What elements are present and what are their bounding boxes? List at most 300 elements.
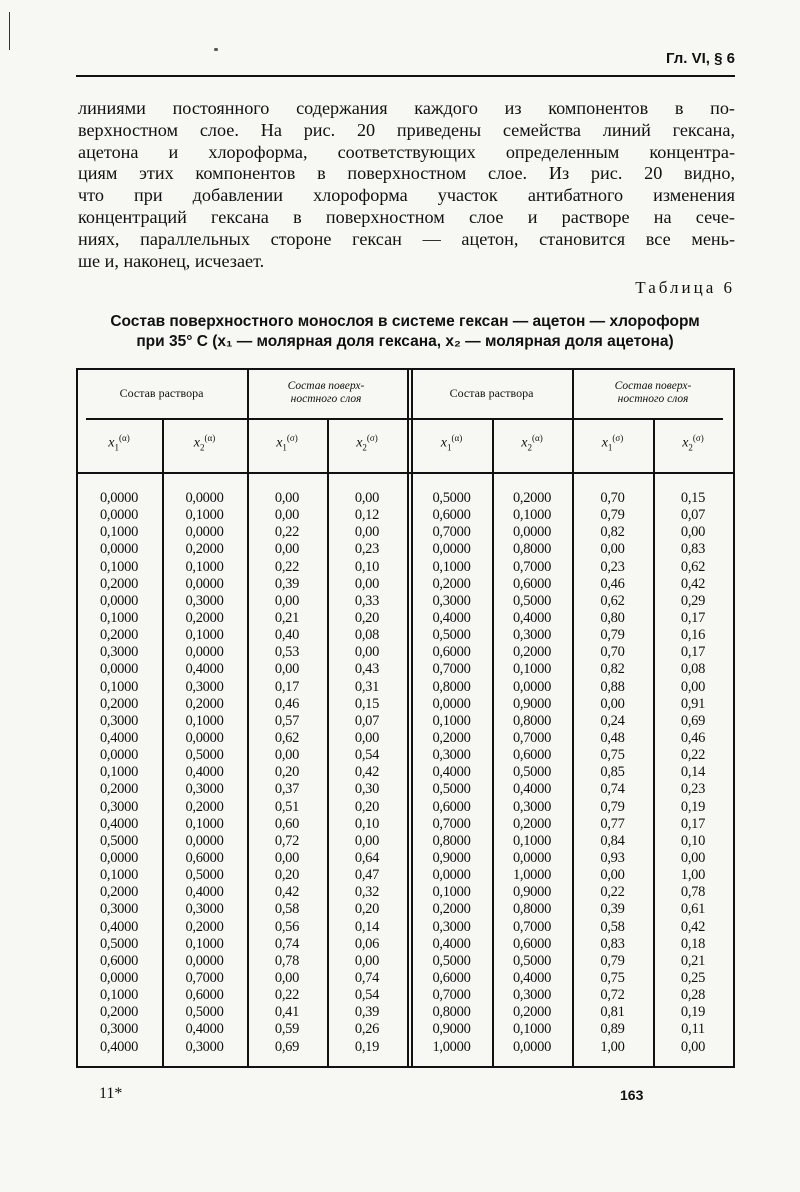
table-cell: 0,40 [274, 627, 300, 644]
table-cell: 0,3000 [99, 644, 139, 661]
table-cell: 0,8000 [432, 678, 471, 695]
table-cell: 0,46 [600, 575, 625, 592]
group-header-solution: Состав раствора [449, 386, 534, 400]
table-cell: 0,31 [354, 678, 380, 695]
column-header: $x_2^{(\sigma)}$ [682, 433, 704, 453]
table-cell: 0,74 [354, 969, 380, 986]
table-cell: 0,20 [274, 867, 300, 884]
table-cell: 0,20 [274, 764, 300, 781]
table-cell: 0,3000 [185, 592, 224, 609]
table-cell: 0,8000 [432, 1004, 471, 1021]
table-cell: 0,23 [600, 558, 625, 575]
table-cell: 0,1000 [99, 609, 139, 626]
table-cell: 0,8000 [432, 832, 471, 849]
table-cell: 0,53 [274, 644, 300, 661]
table-cell: 0,10 [354, 815, 380, 832]
table-cell: 0,80 [600, 609, 625, 626]
table-cell: 0,5000 [432, 627, 471, 644]
table-cell: 0,78 [274, 952, 300, 969]
table-cell: 0,00 [600, 867, 625, 884]
table-cell: 0,82 [600, 524, 625, 541]
table-cell: 0,4000 [512, 969, 552, 986]
table-cell: 0,83 [600, 935, 625, 952]
table-cell: 0,00 [354, 832, 380, 849]
table-cell: 0,15 [680, 490, 706, 506]
table-cell: 0,00 [354, 644, 380, 661]
table-cell: 0,6000 [99, 952, 139, 969]
table-cell: 0,69 [274, 1038, 300, 1055]
table-cell: 0,18 [680, 935, 706, 952]
table-cell: 0,2000 [99, 627, 139, 644]
table-cell: 0,1000 [432, 712, 471, 729]
table-cell: 0,0000 [432, 695, 471, 712]
table-cell: 0,58 [274, 901, 300, 918]
table-cell: 0,30 [354, 781, 380, 798]
table-cell: 0,1000 [185, 627, 224, 644]
table-cell: 0,46 [680, 729, 706, 746]
table-cell: 0,1000 [99, 678, 139, 695]
table-cell: 1,0000 [432, 1038, 471, 1055]
table-cell: 0,39 [354, 1004, 380, 1021]
column-header: $x_2^{(\alpha)}$ [193, 433, 216, 453]
table-cell: 0,4000 [99, 729, 139, 746]
table-cell: 0,85 [600, 764, 625, 781]
table-cell: 0,0000 [185, 575, 224, 592]
table-cell: 0,29 [680, 592, 706, 609]
table-cell: 0,81 [600, 1004, 625, 1021]
page-number: 163 [620, 1087, 644, 1103]
table-cell: 0,25 [680, 969, 706, 986]
table-cell: 0,64 [354, 849, 380, 866]
column-header: $x_2^{(\sigma)}$ [356, 433, 378, 453]
table-cell: 0,20 [354, 798, 380, 815]
table-cell: 0,33 [354, 592, 380, 609]
table-cell: 1,00 [600, 1038, 625, 1055]
group-header-surface-layer: Состав поверх-ностного слоя [614, 380, 692, 405]
table-cell: 0,7000 [432, 524, 471, 541]
table-cell: 0,1000 [512, 832, 552, 849]
table-cell: 0,08 [354, 627, 380, 644]
table-cell: 0,6000 [432, 644, 471, 661]
table-cell: 0,19 [680, 1004, 706, 1021]
table-cell: 0,6000 [512, 575, 552, 592]
table-cell: 0,60 [274, 815, 300, 832]
table-cell: 0,21 [680, 952, 706, 969]
table-caption-line-1: Состав поверхностного монослоя в системе гексан — ацетон — хлороформ [110, 313, 700, 330]
table-cell: 0,0000 [512, 849, 552, 866]
table-cell: 0,59 [274, 1021, 300, 1038]
table-cell: 0,22 [274, 558, 300, 575]
table-cell: 0,5000 [432, 781, 471, 798]
table-cell: 0,6000 [432, 507, 471, 524]
table-cell: 0,00 [600, 541, 625, 558]
table-cell: 0,6000 [185, 849, 224, 866]
table-cell: 0,00 [354, 490, 380, 506]
table-cell: 0,7000 [432, 987, 471, 1004]
table-cell: 0,5000 [432, 952, 471, 969]
table-cell: 0,3000 [432, 592, 471, 609]
table-cell: 0,69 [680, 712, 706, 729]
table-cell: 0,3000 [99, 901, 139, 918]
table-cell: 0,93 [600, 849, 625, 866]
table-cell: 0,16 [680, 627, 706, 644]
body-line: ниях, параллельных стороне гексан — ацетон, становится все мень- [78, 228, 735, 249]
table-cell: 0,00 [680, 524, 706, 541]
table-cell: 0,0000 [512, 524, 552, 541]
table-right-border [733, 368, 735, 1068]
table-cell: 0,0000 [99, 541, 139, 558]
table-cell: 0,4000 [185, 661, 224, 678]
table-cell: 0,75 [600, 969, 625, 986]
table-cell: 0,1000 [99, 867, 139, 884]
table-cell: 0,58 [600, 918, 625, 935]
table-cell: 0,2000 [185, 609, 224, 626]
table-cell: 0,88 [600, 678, 625, 695]
table-cell: 0,07 [354, 712, 380, 729]
table-cell: 0,2000 [99, 695, 139, 712]
table-cell: 0,89 [600, 1021, 625, 1038]
table-column [411, 490, 492, 1056]
table-cell: 0,3000 [185, 781, 224, 798]
table-cell: 0,14 [680, 764, 706, 781]
table-cell: 0,61 [680, 901, 706, 918]
table-cell: 0,1000 [432, 884, 471, 901]
table-cell: 0,3000 [99, 712, 139, 729]
table-cell: 0,82 [600, 661, 625, 678]
table-cell: 0,21 [274, 609, 300, 626]
table-cell: 0,56 [274, 918, 300, 935]
table-cell: 0,1000 [512, 1021, 552, 1038]
table-cell: 0,32 [354, 884, 380, 901]
table-cell: 0,4000 [512, 781, 552, 798]
table-cell: 0,3000 [99, 798, 139, 815]
table-cell: 0,1000 [185, 507, 224, 524]
table-cell: 0,00 [680, 678, 706, 695]
column-header: $x_1^{(\sigma)}$ [276, 433, 298, 453]
table-cell: 0,22 [274, 987, 300, 1004]
table-cell: 0,41 [274, 1004, 300, 1021]
table-cell: 0,5000 [185, 867, 224, 884]
signature-mark: 11* [99, 1085, 123, 1102]
table-cell: 0,42 [354, 764, 380, 781]
table-cell: 0,3000 [185, 678, 224, 695]
data-table [76, 368, 735, 1068]
table-cell: 0,2000 [512, 815, 552, 832]
table-cell: 0,78 [680, 884, 706, 901]
table-cell: 0,0000 [432, 867, 471, 884]
table-cell: 0,00 [274, 747, 300, 764]
table-cell: 0,00 [274, 969, 300, 986]
table-cell: 0,4000 [185, 764, 224, 781]
table-cell: 0,91 [680, 695, 706, 712]
table-cell: 0,7000 [432, 661, 471, 678]
table-cell: 0,9000 [512, 884, 552, 901]
table-cell: 0,00 [354, 575, 380, 592]
table-cell: 0,26 [354, 1021, 380, 1038]
table-cell: 0,00 [600, 695, 625, 712]
table-cell: 0,15 [354, 695, 380, 712]
table-cell: 0,6000 [185, 987, 224, 1004]
table-cell: 0,17 [680, 815, 706, 832]
table-cell: 0,48 [600, 729, 625, 746]
table-cell: 0,5000 [512, 764, 552, 781]
body-line: что при добавлении хлороформа участок антибатного изменения [78, 185, 735, 206]
table-cell: 0,3000 [99, 1021, 139, 1038]
table-cell: 0,2000 [99, 1004, 139, 1021]
table-cell: 0,1000 [99, 524, 139, 541]
table-cell: 0,1000 [99, 987, 139, 1004]
table-cell: 0,77 [600, 815, 625, 832]
table-cell: 0,6000 [432, 798, 471, 815]
table-cell: 0,5000 [512, 952, 552, 969]
table-cell: 0,00 [274, 849, 300, 866]
table-cell: 0,1000 [512, 661, 552, 678]
table-cell: 0,4000 [432, 764, 471, 781]
table-cell: 0,0000 [185, 832, 224, 849]
table-cell: 0,2000 [185, 798, 224, 815]
table-cell: 0,70 [600, 644, 625, 661]
table-cell: 0,8000 [512, 712, 552, 729]
table-cell: 0,0000 [185, 644, 224, 661]
table-cell: 0,2000 [512, 644, 552, 661]
table-cell: 0,3000 [432, 747, 471, 764]
table-cell: 0,3000 [512, 798, 552, 815]
table-cell: 0,54 [354, 747, 380, 764]
running-head: Гл. VI, § 6 [666, 50, 735, 67]
table-cell: 0,2000 [432, 729, 471, 746]
table-cell: 0,7000 [432, 815, 471, 832]
table-cell: 0,00 [274, 661, 300, 678]
table-cell: 0,2000 [512, 1004, 552, 1021]
table-cell: 0,3000 [185, 1038, 224, 1055]
table-cell: 0,2000 [185, 541, 224, 558]
body-line: концентраций гексана в поверхностном слое и растворе на сече- [78, 206, 735, 227]
table-cell: 0,4000 [185, 1021, 224, 1038]
table-cell: 0,0000 [512, 1038, 552, 1055]
table-cell: 0,62 [680, 558, 706, 575]
table-cell: 0,39 [600, 901, 625, 918]
column-header: $x_1^{(\sigma)}$ [601, 433, 624, 453]
table-cell: 0,2000 [99, 781, 139, 798]
table-cell: 0,5000 [185, 747, 224, 764]
table-cell: 0,4000 [185, 884, 224, 901]
header-rule [76, 75, 735, 77]
table-cell: 0,47 [354, 867, 380, 884]
table-cell: 0,10 [354, 558, 380, 575]
table-cell: 0,00 [274, 592, 300, 609]
table-cell: 0,7000 [512, 918, 552, 935]
body-line: ше и, наконец, исчезает. [78, 250, 265, 271]
table-cell: 0,79 [600, 627, 625, 644]
table-cell: 0,83 [680, 541, 706, 558]
table-cell: 1,0000 [512, 867, 552, 884]
table-cell: 0,74 [274, 935, 300, 952]
table-cell: 0,23 [354, 541, 380, 558]
table-cell: 0,4000 [432, 935, 471, 952]
table-column [327, 490, 407, 1056]
table-cell: 0,70 [600, 490, 625, 506]
table-cell: 0,00 [680, 849, 706, 866]
table-cell: 0,5000 [99, 935, 139, 952]
table-top-rule [76, 368, 735, 370]
table-cell: 0,2000 [99, 884, 139, 901]
table-cell: 0,0000 [185, 490, 224, 506]
table-caption-line-2: при 35° С (x₁ — молярная доля гексана, x₂ — молярная доля ацетона) [136, 333, 674, 350]
table-cell: 0,12 [354, 507, 380, 524]
table-cell: 0,54 [354, 987, 380, 1004]
table-cell: 0,1000 [99, 764, 139, 781]
table-cell: 0,5000 [512, 592, 552, 609]
table-cell: 0,22 [600, 884, 625, 901]
table-cell: 0,42 [274, 884, 300, 901]
table-cell: 0,00 [274, 490, 300, 506]
table-cell: 0,42 [680, 918, 706, 935]
table-column [492, 490, 572, 1056]
table-cell: 0,06 [354, 935, 380, 952]
table-cell: 0,2000 [185, 918, 224, 935]
table-cell: 0,0000 [512, 678, 552, 695]
table-cell: 0,3000 [185, 901, 224, 918]
table-cell: 0,1000 [99, 558, 139, 575]
table-cell: 0,4000 [99, 918, 139, 935]
table-cell: 0,4000 [99, 815, 139, 832]
table-cell: 0,5000 [432, 490, 471, 506]
table-cell: 0,00 [680, 1038, 706, 1055]
table-cell: 0,72 [600, 987, 625, 1004]
table-cell: 0,37 [274, 781, 300, 798]
table-cell: 0,0000 [185, 524, 224, 541]
column-header: $x_1^{(\alpha)}$ [440, 433, 463, 453]
table-cell: 0,0000 [185, 952, 224, 969]
table-cell: 0,10 [680, 832, 706, 849]
table-cell: 0,7000 [512, 558, 552, 575]
column-header: $x_1^{(\alpha)}$ [108, 433, 130, 453]
table-cell: 0,19 [680, 798, 706, 815]
table-cell: 0,43 [354, 661, 380, 678]
table-cell: 0,75 [600, 747, 625, 764]
table-cell: 0,4000 [512, 609, 552, 626]
table-cell: 0,3000 [512, 987, 552, 1004]
table-cell: 0,74 [600, 781, 625, 798]
table-header-rule [86, 418, 723, 420]
table-cell: 0,11 [681, 1021, 705, 1038]
body-paragraph [78, 98, 735, 272]
table-cell: 0,1000 [185, 815, 224, 832]
table-cell: 0,0000 [99, 747, 139, 764]
table-cell: 0,0000 [99, 490, 139, 506]
table-cell: 0,4000 [432, 609, 471, 626]
body-line: циям этих компонентов в поверхностном слое. Из рис. 20 видно, [78, 163, 735, 184]
table-cell: 0,00 [274, 541, 300, 558]
table-cell: 0,00 [274, 507, 300, 524]
table-column [247, 490, 327, 1056]
table-cell: 0,62 [274, 729, 300, 746]
table-cell: 0,72 [274, 832, 300, 849]
table-cell: 0,4000 [99, 1038, 139, 1055]
table-cell: 0,2000 [432, 575, 471, 592]
table-cell: 0,7000 [512, 729, 552, 746]
table-cell: 0,79 [600, 507, 625, 524]
table-cell: 0,0000 [99, 507, 139, 524]
table-column [572, 490, 653, 1056]
table-cell: 0,20 [354, 901, 380, 918]
table-cell: 0,3000 [512, 627, 552, 644]
table-cell: 0,5000 [99, 832, 139, 849]
table-subheader-rule [76, 472, 735, 474]
table-cell: 0,0000 [99, 969, 139, 986]
table-cell: 0,2000 [185, 695, 224, 712]
table-cell: 0,28 [680, 987, 706, 1004]
table-cell: 0,17 [680, 644, 706, 661]
table-cell: 0,1000 [512, 507, 552, 524]
table-cell: 0,84 [600, 832, 625, 849]
table-cell: 0,00 [354, 524, 380, 541]
table-cell: 0,1000 [185, 558, 224, 575]
table-cell: 0,19 [354, 1038, 380, 1055]
table-cell: 0,9000 [432, 849, 471, 866]
table-cell: 0,22 [274, 524, 300, 541]
table-cell: 0,8000 [512, 901, 552, 918]
table-cell: 0,00 [354, 729, 380, 746]
table-cell: 0,08 [680, 661, 706, 678]
table-cell: 0,3000 [432, 918, 471, 935]
table-cell: 0,57 [274, 712, 300, 729]
table-column [653, 490, 733, 1056]
table-cell: 0,8000 [512, 541, 552, 558]
table-cell: 0,1000 [432, 558, 471, 575]
table-cell: 0,6000 [432, 969, 471, 986]
table-cell: 0,51 [274, 798, 300, 815]
table-label: Таблица 6 [635, 278, 735, 297]
table-cell: 0,17 [680, 609, 706, 626]
table-cell: 0,0000 [185, 729, 224, 746]
table-cell: 0,17 [274, 678, 300, 695]
table-cell: 0,23 [680, 781, 706, 798]
table-cell: 0,2000 [432, 901, 471, 918]
table-cell: 0,2000 [512, 490, 552, 506]
table-cell: 0,0000 [99, 849, 139, 866]
table-cell: 0,22 [680, 747, 706, 764]
table-cell: 0,1000 [185, 935, 224, 952]
body-line: ацетона и хлороформа, соответствующих определенным концентра- [78, 141, 735, 162]
table-cell: 0,2000 [99, 575, 139, 592]
table-cell: 0,9000 [512, 695, 552, 712]
group-header-surface-layer: Состав поверх-ностного слоя [287, 380, 365, 405]
table-cell: 1,00 [680, 867, 706, 884]
table-cell: 0,9000 [432, 1021, 471, 1038]
table-cell: 0,7000 [185, 969, 224, 986]
table-cell: 0,24 [600, 712, 625, 729]
table-cell: 0,00 [354, 952, 380, 969]
table-cell: 0,39 [274, 575, 300, 592]
table-cell: 0,6000 [512, 747, 552, 764]
table-column [162, 490, 247, 1056]
table-caption [70, 312, 740, 352]
print-speck [214, 48, 218, 51]
table-center-divider [407, 368, 409, 1068]
table-cell: 0,62 [600, 592, 625, 609]
table-cell: 0,20 [354, 609, 380, 626]
body-line: верхностном слое. На рис. 20 приведены семейства линий гексана, [78, 119, 735, 140]
table-cell: 0,07 [680, 507, 706, 524]
table-cell: 0,0000 [99, 661, 139, 678]
body-line: линиями постоянного содержания каждого из компонентов в по- [78, 98, 735, 118]
table-bottom-rule [76, 1066, 735, 1068]
table-cell: 0,46 [274, 695, 300, 712]
column-header: $x_2^{(\alpha)}$ [521, 433, 543, 453]
group-header-solution: Состав раствора [119, 386, 204, 400]
table-cell: 0,42 [680, 575, 706, 592]
